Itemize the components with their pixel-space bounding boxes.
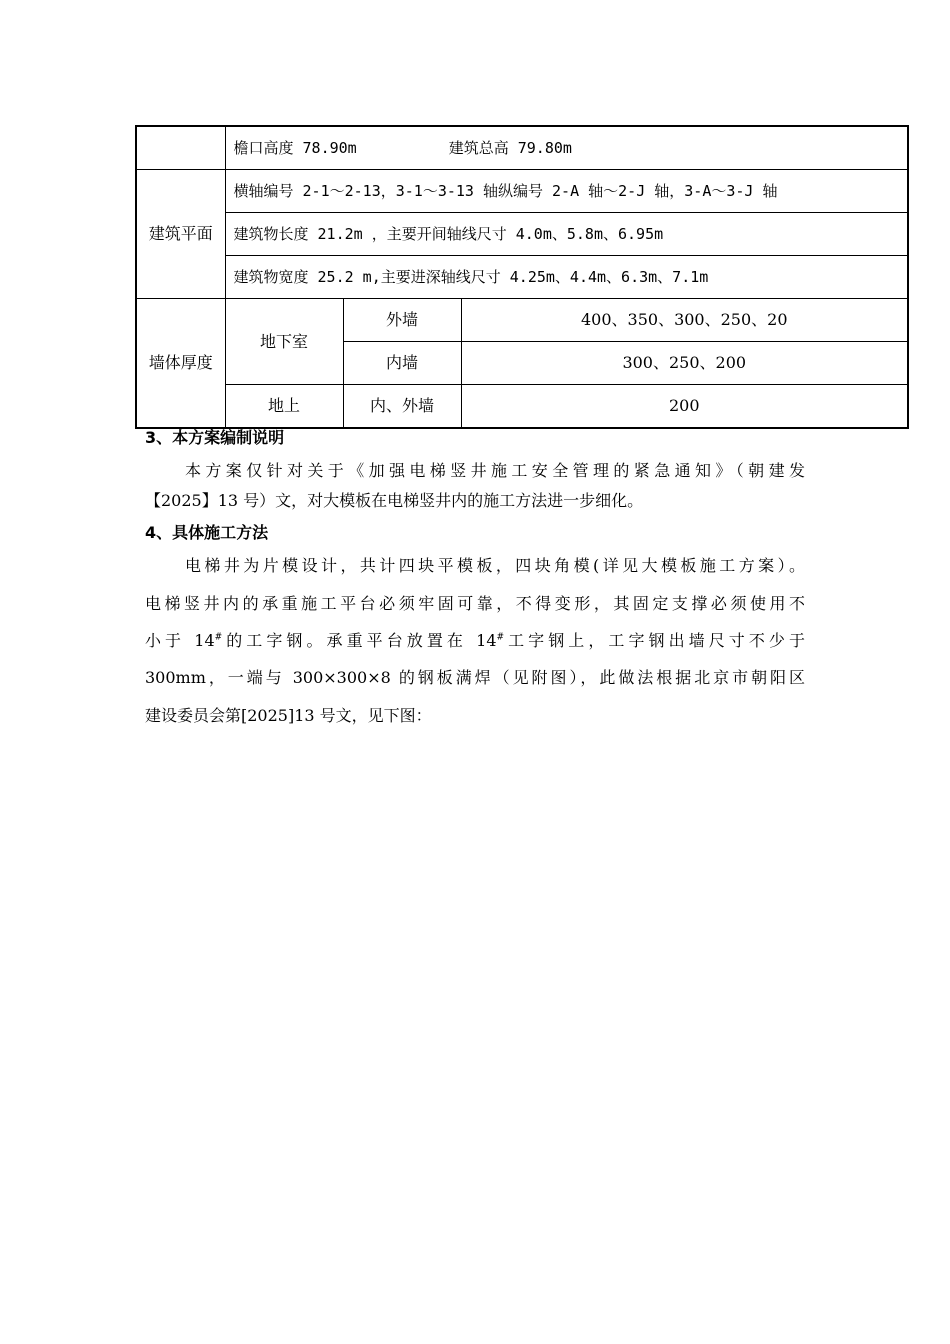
building-width-cell: 建筑物宽度 25.2 m,主要进深轴线尺寸 4.25m、4.4m、6.3m、7.1m [225, 256, 908, 299]
wall-label-cell: 墙体厚度 [136, 299, 225, 429]
steel-number-mark-2: # [496, 632, 505, 643]
building-length-cell: 建筑物长度 21.2m ，主要开间轴线尺寸 4.0m、5.8m、6.95m [225, 213, 908, 256]
table-row [136, 299, 908, 342]
inner-outer-wall-label-cell: 内、外墙 [343, 385, 461, 429]
line-3-part-a: 小于 14 [145, 631, 215, 650]
inner-wall-label-cell: 内墙 [343, 342, 461, 385]
basement-label-cell: 地下室 [225, 299, 343, 385]
section-3-line-2: 【2025】13 号）文，对大模板在电梯竖井内的施工方法进一步细化。 [145, 491, 644, 510]
table-cell-empty [136, 126, 225, 170]
line-3-part-c: 工字钢上，工字钢出墙尺寸不少于 [504, 631, 805, 650]
inner-outer-wall-values-cell: 200 [461, 385, 908, 429]
axis-numbers-cell: 横轴编号 2-1～2-13，3-1～3-13 轴纵编号 2-A 轴～2-J 轴，3-A～3-J 轴 [225, 170, 908, 213]
section-4-line-2: 电梯竖井内的承重施工平台必须牢固可靠，不得变形，其固定支撑必须使用不 [145, 594, 805, 613]
table-row [136, 170, 908, 213]
section-3-heading: 3、本方案编制说明 [145, 428, 285, 447]
table-row [136, 213, 908, 256]
section-4-line-1: 电梯井为片模设计，共计四块平模板，四块角模(详见大模板施工方案）。 [185, 556, 805, 575]
line-3-part-b: 的工字钢。承重平台放置在 14 [222, 631, 497, 650]
table-row [136, 385, 908, 429]
section-4-line-5: 建设委员会第[2025]13 号文，见下图： [145, 706, 432, 725]
section-4-heading: 4、具体施工方法 [145, 523, 269, 542]
eave-height-text: 檐口高度 78.90m [233, 139, 357, 157]
eave-height-cell [225, 126, 908, 170]
above-ground-label-cell: 地上 [225, 385, 343, 429]
table-row [136, 126, 908, 170]
section-4-line-4: 300mm，一端与 300×300×8 的钢板满焊（见附图），此做法根据北京市朝阳区 [145, 668, 805, 687]
building-spec-table [135, 125, 909, 429]
outer-wall-values-cell: 400、350、300、250、20 [461, 299, 908, 342]
section-4-line-3 [145, 631, 805, 651]
inner-wall-values-cell: 300、250、200 [461, 342, 908, 385]
section-3-line-1: 本方案仅针对关于《加强电梯竖井施工安全管理的紧急通知》（朝建发 [185, 461, 805, 480]
steel-number-mark: # [214, 632, 223, 643]
total-height-text: 建筑总高 79.80m [448, 139, 572, 157]
outer-wall-label-cell: 外墙 [343, 299, 461, 342]
table-row [136, 256, 908, 299]
plan-label-cell: 建筑平面 [136, 170, 225, 299]
